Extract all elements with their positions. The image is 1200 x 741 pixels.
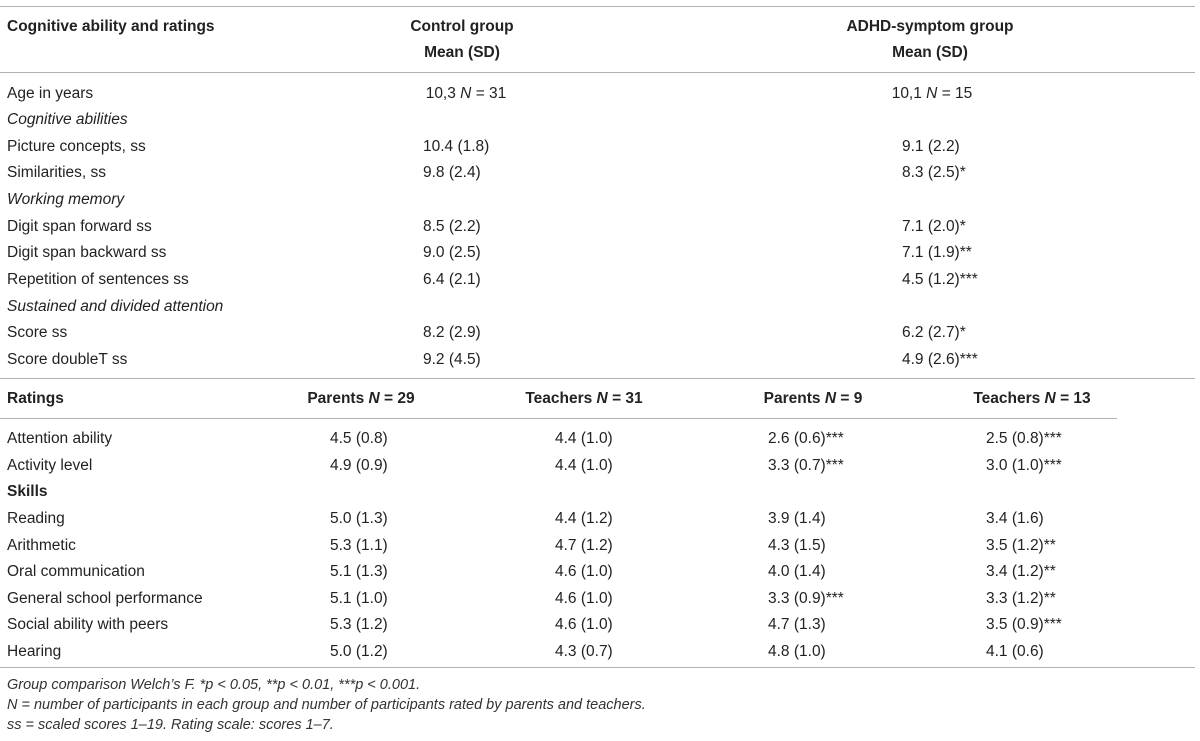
ratings-value: 2.6 (0.6)*** bbox=[768, 430, 844, 447]
ratings-row-label: Oral communication bbox=[7, 563, 145, 580]
n-value: = 13 bbox=[1060, 390, 1091, 407]
n-value: = 9 bbox=[840, 390, 863, 407]
row-label: Repetition of sentences ss bbox=[7, 271, 189, 288]
ratings-value: 3.3 (0.9)*** bbox=[768, 590, 844, 607]
ratings-value: 4.7 (1.2) bbox=[555, 537, 613, 554]
n-value: = 31 bbox=[612, 390, 643, 407]
rater-label: Parents bbox=[307, 390, 365, 407]
header-rule bbox=[0, 72, 1195, 73]
control-value bbox=[426, 84, 507, 104]
control-value: 9.0 (2.5) bbox=[423, 244, 481, 261]
control-value: 8.2 (2.9) bbox=[423, 324, 481, 341]
ratings-value: 3.5 (0.9)*** bbox=[986, 616, 1062, 633]
row-label: Similarities, ss bbox=[7, 164, 107, 181]
row-label: Sustained and divided attention bbox=[7, 298, 224, 315]
adhd-value: 9.1 (2.2) bbox=[902, 138, 960, 155]
ratings-row-label: Activity level bbox=[7, 457, 93, 474]
ratings-value: 4.6 (1.0) bbox=[555, 616, 613, 633]
section-rule bbox=[0, 378, 1195, 379]
n-label: N bbox=[368, 390, 380, 407]
row-label: Digit span forward ss bbox=[7, 218, 152, 235]
ratings-value: 5.3 (1.1) bbox=[330, 537, 388, 554]
ratings-value: 4.6 (1.0) bbox=[555, 590, 613, 607]
ratings-value: 3.4 (1.2)** bbox=[986, 563, 1056, 580]
adhd-value: 7.1 (2.0)* bbox=[902, 218, 966, 235]
ratings-value: 4.8 (1.0) bbox=[768, 643, 826, 660]
control-value: 8.5 (2.2) bbox=[423, 218, 481, 235]
ratings-row-label: General school performance bbox=[7, 590, 203, 607]
top-rule bbox=[0, 6, 1195, 7]
ratings-value: 4.3 (0.7) bbox=[555, 643, 613, 660]
footnote-n: N = number of participants in each group and number of participants rated by parents and teachers. bbox=[7, 697, 646, 713]
row-label: Score ss bbox=[7, 324, 68, 341]
header-control-title: Control group bbox=[410, 18, 514, 35]
ratings-col-header bbox=[973, 389, 1090, 409]
bottom-rule bbox=[0, 667, 1195, 668]
control-value: 6.4 (2.1) bbox=[423, 271, 481, 288]
ratings-col-header bbox=[525, 389, 642, 409]
control-value: 10.4 (1.8) bbox=[423, 138, 490, 155]
ratings-value: 4.4 (1.2) bbox=[555, 510, 613, 527]
row-label: Working memory bbox=[7, 191, 125, 208]
ratings-label: Ratings bbox=[7, 390, 64, 407]
ratings-row-label: Arithmetic bbox=[7, 537, 76, 554]
ratings-value: 4.7 (1.3) bbox=[768, 616, 826, 633]
ratings-value: 4.4 (1.0) bbox=[555, 430, 613, 447]
ratings-value: 4.5 (0.8) bbox=[330, 430, 388, 447]
ratings-value: 4.3 (1.5) bbox=[768, 537, 826, 554]
ratings-row-label: Reading bbox=[7, 510, 65, 527]
ratings-value: 4.0 (1.4) bbox=[768, 563, 826, 580]
n-value: = 31 bbox=[475, 85, 507, 102]
adhd-value: 4.5 (1.2)*** bbox=[902, 271, 978, 288]
ratings-value: 3.9 (1.4) bbox=[768, 510, 826, 527]
ratings-value: 4.1 (0.6) bbox=[986, 643, 1044, 660]
header-adhd-subtitle: Mean (SD) bbox=[892, 44, 968, 61]
header-col-label: Cognitive ability and ratings bbox=[7, 18, 215, 35]
ratings-value: 5.3 (1.2) bbox=[330, 616, 388, 633]
n-label: N bbox=[926, 85, 938, 102]
row-label: Digit span backward ss bbox=[7, 244, 167, 261]
n-label: N bbox=[460, 85, 472, 102]
ratings-value: 3.5 (1.2)** bbox=[986, 537, 1056, 554]
header-adhd-title: ADHD-symptom group bbox=[846, 18, 1014, 35]
age-control-value: 10,3 bbox=[425, 85, 456, 102]
adhd-value: 7.1 (1.9)** bbox=[902, 244, 972, 261]
ratings-value: 3.3 (0.7)*** bbox=[768, 457, 844, 474]
ratings-col-header bbox=[307, 389, 414, 409]
ratings-value: 4.6 (1.0) bbox=[555, 563, 613, 580]
row-label: Age in years bbox=[7, 85, 94, 102]
ratings-row-label: Social ability with peers bbox=[7, 616, 169, 633]
footnote-significance: Group comparison Welch’s F. *p < 0.05, **p < 0.01, ***p < 0.001. bbox=[7, 677, 421, 693]
ratings-row-label: Hearing bbox=[7, 643, 62, 660]
n-label: N bbox=[824, 390, 837, 407]
ratings-col-header bbox=[764, 389, 863, 409]
row-label: Picture concepts, ss bbox=[7, 138, 146, 155]
n-label: N bbox=[596, 390, 608, 407]
control-value: 9.8 (2.4) bbox=[423, 164, 481, 181]
ratings-value: 5.0 (1.3) bbox=[330, 510, 388, 527]
control-value: 9.2 (4.5) bbox=[423, 351, 481, 368]
ratings-row-label: Attention ability bbox=[7, 430, 113, 447]
n-value: = 15 bbox=[941, 85, 973, 102]
ratings-value: 5.1 (1.0) bbox=[330, 590, 388, 607]
ratings-header-rule bbox=[0, 418, 1117, 419]
ratings-value: 4.4 (1.0) bbox=[555, 457, 613, 474]
ratings-value: 3.4 (1.6) bbox=[986, 510, 1044, 527]
ratings-row-label: Skills bbox=[7, 483, 48, 500]
adhd-value: 4.9 (2.6)*** bbox=[902, 351, 978, 368]
adhd-value: 8.3 (2.5)* bbox=[902, 164, 966, 181]
ratings-value: 5.1 (1.3) bbox=[330, 563, 388, 580]
n-value: = 29 bbox=[384, 390, 415, 407]
n-label: N bbox=[1044, 390, 1056, 407]
ratings-value: 5.0 (1.2) bbox=[330, 643, 388, 660]
footnote-ss: ss = scaled scores 1–19. Rating scale: scores 1–7. bbox=[7, 717, 334, 733]
row-label: Cognitive abilities bbox=[7, 111, 128, 128]
rater-label: Teachers bbox=[973, 390, 1041, 407]
ratings-value: 2.5 (0.8)*** bbox=[986, 430, 1062, 447]
ratings-value: 4.9 (0.9) bbox=[330, 457, 388, 474]
row-label: Score doubleT ss bbox=[7, 351, 128, 368]
age-adhd-value: 10,1 bbox=[891, 85, 922, 102]
ratings-value: 3.0 (1.0)*** bbox=[986, 457, 1062, 474]
rater-label: Teachers bbox=[525, 390, 593, 407]
rater-label: Parents bbox=[763, 390, 821, 407]
adhd-value bbox=[892, 84, 973, 104]
adhd-value: 6.2 (2.7)* bbox=[902, 324, 966, 341]
header-control-subtitle: Mean (SD) bbox=[424, 44, 500, 61]
ratings-value: 3.3 (1.2)** bbox=[986, 590, 1056, 607]
